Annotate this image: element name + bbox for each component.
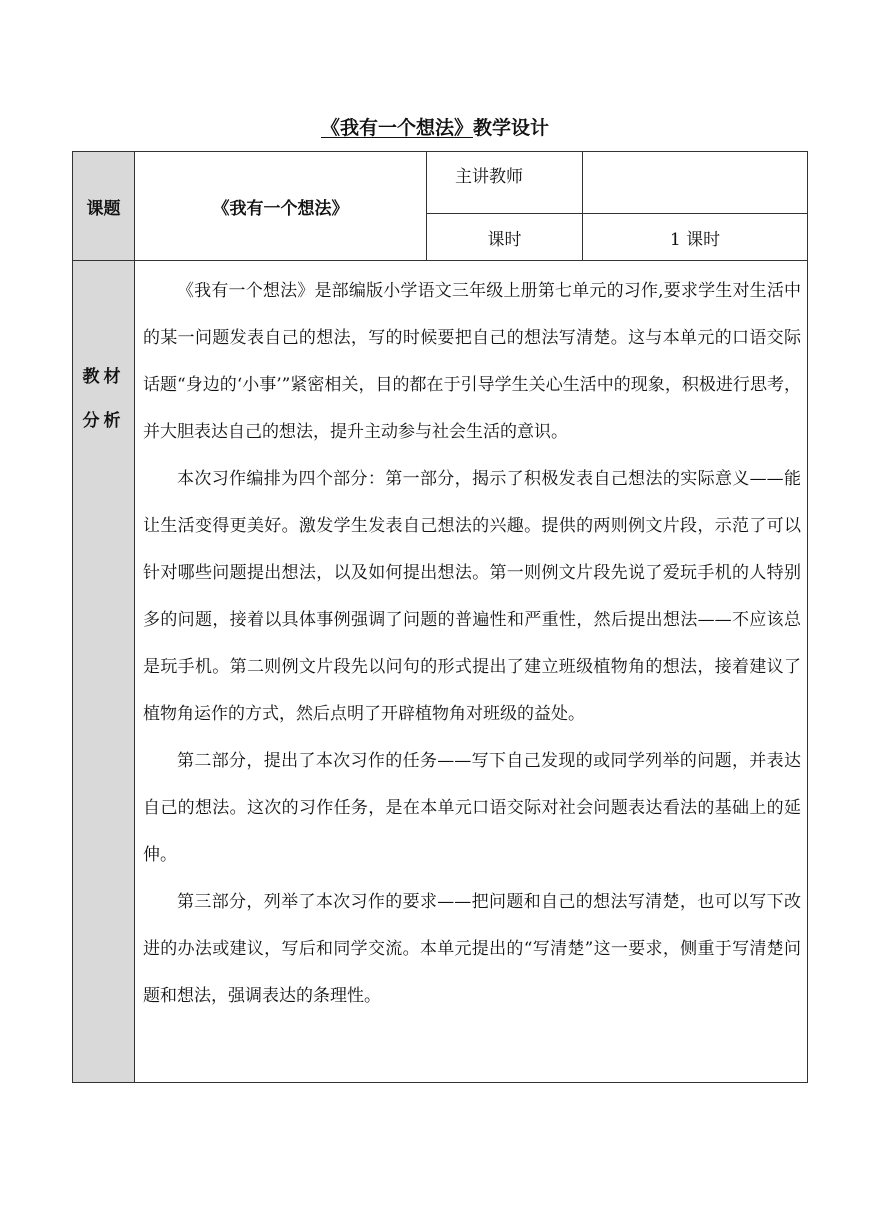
lesson-plan-table xyxy=(72,151,808,1083)
topic-value-cell xyxy=(135,152,427,261)
teacher-value-cell xyxy=(583,152,808,214)
analysis-paragraph: 第二部分，提出了本次习作的任务——写下自己发现的或同学列举的问题，并表达自己的想法。这次的习作任务，是在本单元口语交际对社会问题表达看法的基础上的延伸。 xyxy=(143,751,801,865)
topic-value: 《我有一个想法》 xyxy=(212,198,349,219)
hours-label-cell xyxy=(427,214,583,261)
teacher-label-cell xyxy=(427,152,583,214)
document-title xyxy=(0,116,870,140)
hours-label: 课时 xyxy=(487,229,522,250)
analysis-paragraph: 本次习作编排为四个部分：第一部分，揭示了积极发表自己想法的实际意义——能让生活变得更美好。激发学生发表自己想法的兴趣。提供的两则例文片段，示范了可以针对哪些问题提出想法，以及如何提出想法。第一则例文片段先说了爱玩手机的人特别多的问题，接着以具体事例强调了问题的普遍性和严重性，然后提出想法——不应该总是玩手机。第二则例文片段先以问句的形式提出了建立班级植物角的想法，接着建议了植物角运作的方式，然后点明了开辟植物角对班级的益处。 xyxy=(143,469,801,724)
hours-value: 1 课时 xyxy=(669,229,721,250)
analysis-paragraph: 第三部分，列举了本次习作的要求——把问题和自己的想法写清楚，也可以写下改进的办法或建议，写后和同学交流。本单元提出的“写清楚”这一要求，侧重于写清楚问题和想法，强调表达的条理性。 xyxy=(143,892,801,1006)
analysis-content-cell xyxy=(135,261,808,1083)
hours-value-cell xyxy=(583,214,808,261)
title-rest: 教学设计 xyxy=(473,117,550,139)
topic-label: 课题 xyxy=(86,198,121,219)
analysis-label-cell xyxy=(73,261,135,1083)
analysis-label-line2: 分析 xyxy=(82,411,125,431)
analysis-paragraph: 《我有一个想法》是部编版小学语文三年级上册第七单元的习作,要求学生对生活中的某一问题发表自己的想法，写的时候要把自己的想法写清楚。这与本单元的口语交际话题“身边的‘小事’”紧密相关，目的都在于引导学生关心生活中的现象，积极进行思考，并大胆表达自己的想法，提升主动参与社会生活的意识。 xyxy=(143,281,801,442)
analysis-label-line1: 教材 xyxy=(82,367,125,387)
topic-label-cell xyxy=(73,152,135,261)
title-underlined: 《我有一个想法》 xyxy=(320,117,473,139)
teacher-label: 主讲教师 xyxy=(455,167,523,187)
